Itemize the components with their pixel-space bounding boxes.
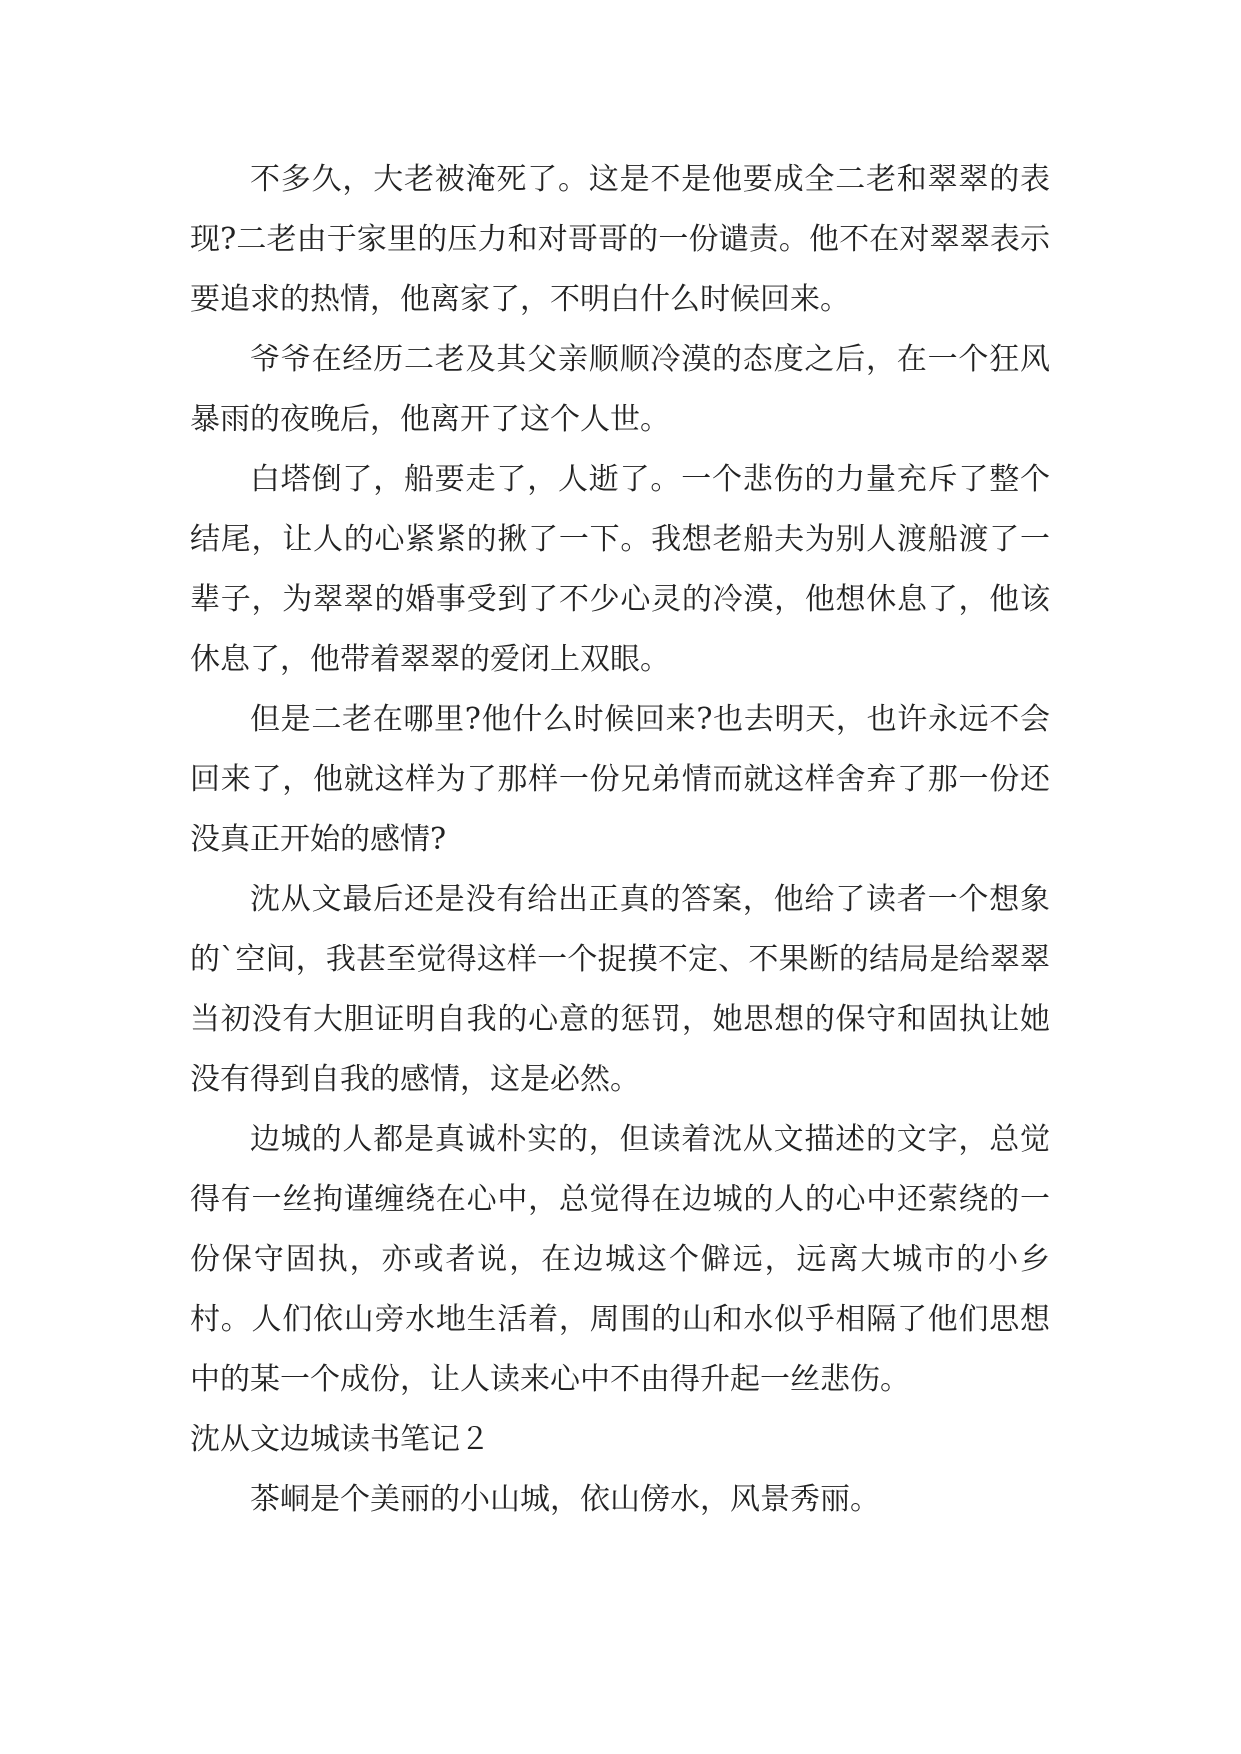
paragraph: 不多久，大老被淹死了。这是不是他要成全二老和翠翠的表现?二老由于家里的压力和对哥哥的一份谴责。他不在对翠翠表示要追求的热情，他离家了，不明白什么时候回来。	[190, 162, 1050, 317]
document-body	[190, 150, 1050, 1530]
paragraph: 边城的人都是真诚朴实的，但读着沈从文描述的文字，总觉得有一丝拘谨缠绕在心中，总觉得在边城的人的心中还萦绕的一份保守固执，亦或者说，在边城这个僻远，远离大城市的小乡村。人们依山旁水地生活着，周围的山和水似乎相隔了他们思想中的某一个成份，让人读来心中不由得升起一丝悲伤。	[190, 1122, 1050, 1397]
paragraph: 沈从文最后还是没有给出正真的答案，他给了读者一个想象的`空间，我甚至觉得这样一个捉摸不定、不果断的结局是给翠翠当初没有大胆证明自我的心意的惩罚，她思想的保守和固执让她没有得到自我的感情，这是必然。	[190, 882, 1050, 1097]
paragraph: 白塔倒了，船要走了，人逝了。一个悲伤的力量充斥了整个结尾，让人的心紧紧的揪了一下。我想老船夫为别人渡船渡了一辈子，为翠翠的婚事受到了不少心灵的冷漠，他想休息了，他该休息了，他带着翠翠的爱闭上双眼。	[190, 462, 1050, 677]
paragraph: 茶峒是个美丽的小山城，依山傍水，风景秀丽。	[250, 1482, 880, 1517]
section-heading: 沈从文边城读书笔记２	[190, 1422, 490, 1457]
paragraph: 但是二老在哪里?他什么时候回来?也去明天，也许永远不会回来了，他就这样为了那样一份兄弟情而就这样舍弃了那一份还没真正开始的感情?	[190, 702, 1050, 857]
paragraph: 爷爷在经历二老及其父亲顺顺冷漠的态度之后，在一个狂风暴雨的夜晚后，他离开了这个人世。	[190, 342, 1050, 437]
